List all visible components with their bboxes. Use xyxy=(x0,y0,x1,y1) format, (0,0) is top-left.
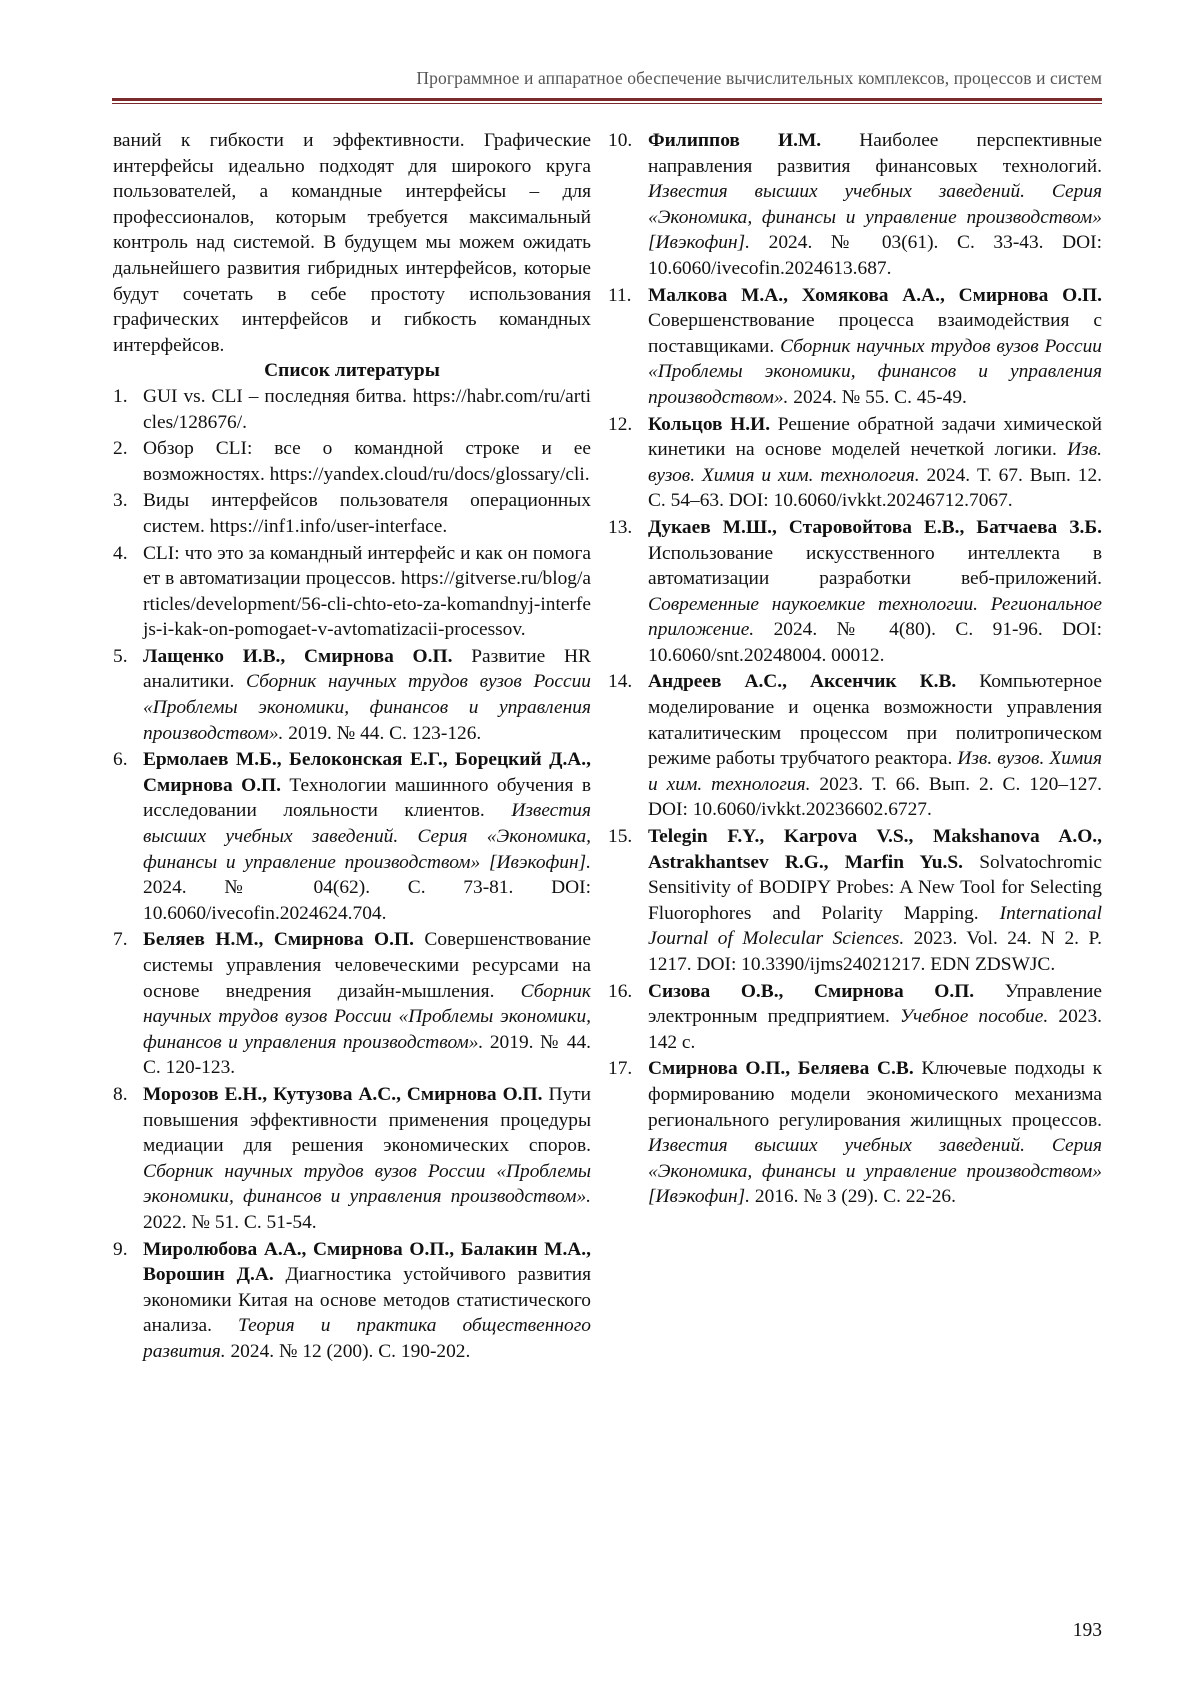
reference-authors: Миролюбова А.А., Смирнова О.П., Балакин М.А., Ворошин Д.А. xyxy=(143,1238,591,1286)
header-rule-thin xyxy=(112,103,1102,104)
reference-authors: Филиппов И.М. xyxy=(648,130,822,151)
reference-source: International Journal of Molecular Sciences. xyxy=(648,902,1102,950)
reference-number: 15. xyxy=(608,826,633,848)
reference-details: 2023. 142 с. xyxy=(648,1006,1102,1053)
reference-source: Изв. вузов. Химия и хим. технология. xyxy=(648,439,1102,486)
reference-text: Пути повышения эффективности применения процедуры медиации для решения экономических споров. xyxy=(143,1083,591,1157)
reference-item xyxy=(113,488,591,539)
reference-authors: Лащенко И.В., Смирнова О.П. xyxy=(143,645,453,667)
reference-text: Компьютерное моделирование и оценка возможности управления каталитическим процессом при политропическом режиме работы трубчатого реактора. xyxy=(648,671,1102,770)
reference-details: 2024. № 03(61). С. 33-43. DOI: 10.6060/ivecofin.2024613.687. xyxy=(648,232,1102,279)
reference-details: 2023. Т. 66. Вып. 2. С. 120–127. DOI: 10.6060/ivkkt.20236602.6727. xyxy=(648,773,1103,821)
reference-text: Использование искусственного интеллекта в автоматизации разработки веб-приложений. xyxy=(648,542,1102,590)
reference-number: 3. xyxy=(113,490,128,512)
reference-text: Управление электронным предприятием. xyxy=(648,980,1102,1028)
reference-number: 12. xyxy=(608,413,633,435)
reference-text: Технологии машинного обучения в исследовании лояльности клиентов. xyxy=(143,774,591,822)
reference-details: 2023. Vol. 24. N 2. P. 1217. DOI: 10.3390/ijms24021217. EDN ZDSWJC. xyxy=(648,928,1102,975)
reference-authors: Кольцов Н.И. xyxy=(648,413,771,435)
page-number: 193 xyxy=(1072,1620,1102,1641)
reference-item xyxy=(113,436,591,487)
intro-paragraph: ваний к гибкости и эффективности. Графические интерфейсы идеально подходят для широкого круга пользователей, а командные интерфейсы – для профессионалов, которым требуется максимальный контроль над системой. В будущем мы можем ожидать дальнейшего развития гибридных интерфейсов, которые будут сочетать в себе простоту использования графических интерфейсов и гибкость командных интерфейсов. xyxy=(113,130,591,356)
reference-number: 16. xyxy=(608,980,633,1002)
reference-number: 2. xyxy=(113,438,128,460)
reference-text: Виды интерфейсов пользователя операционных систем. https://inf1.info/user-interface. xyxy=(143,490,591,537)
reference-authors: Малкова М.А., Хомякова А.А., Смирнова О.П. xyxy=(648,284,1102,306)
reference-item xyxy=(113,1082,591,1236)
reference-number: 14. xyxy=(608,671,633,693)
reference-source: Известия высших учебных заведений. Серия «Экономика, финансы и управление производством» [Ивэкофин]. xyxy=(648,181,1102,254)
reference-text: Решение обратной задачи химической кинетики на основе моделей нечеткой логики. xyxy=(648,413,1102,461)
references-title: Список литературы xyxy=(264,360,440,382)
reference-item xyxy=(608,669,1103,823)
reference-text: Ключевые подходы к формированию модели экономического механизма регионального регулирования жилищных процессов. xyxy=(648,1058,1102,1131)
reference-authors: Дукаев М.Ш., Старовойтова Е.В., Батчаева З.Б. xyxy=(648,516,1102,538)
reference-number: 17. xyxy=(608,1058,633,1080)
reference-list-left xyxy=(113,384,591,1365)
reference-source: Изв. вузов. Химия и хим. технология. xyxy=(648,748,1102,795)
reference-item xyxy=(113,644,591,746)
left-column xyxy=(113,128,591,1366)
reference-authors: Андреев А.С., Аксенчик К.В. xyxy=(648,671,957,693)
reference-text: Диагностика устойчивого развития экономики Китая на основе методов статистического анализа. xyxy=(143,1264,591,1337)
reference-source: Сборник научных трудов вузов России «Проблемы экономики, финансов и управления производством». xyxy=(143,671,591,744)
reference-item xyxy=(608,979,1102,1056)
reference-number: 4. xyxy=(113,542,128,564)
reference-authors: Смирнова О.П., Беляева С.В. xyxy=(648,1058,914,1080)
reference-number: 1. xyxy=(113,385,128,407)
reference-number: 9. xyxy=(113,1238,128,1260)
reference-authors: Морозов Е.Н., Кутузова А.С., Смирнова О.П. xyxy=(143,1083,543,1105)
reference-source: Сборник научных трудов вузов России «Проблемы экономики, финансов и управления производством». xyxy=(143,980,591,1053)
reference-item xyxy=(608,283,1102,411)
header-rule-thick xyxy=(112,98,1102,101)
reference-source: Сборник научных трудов вузов России «Проблемы экономики, финансов и управления производством». xyxy=(143,1160,591,1208)
reference-item xyxy=(608,515,1102,669)
reference-number: 7. xyxy=(113,929,128,951)
reference-source: Теория и практика общественного развития. xyxy=(143,1315,591,1362)
right-column xyxy=(608,128,1103,1211)
reference-authors: Ермолаев М.Б., Белоконская Е.Г., Борецкий Д.А., Смирнова О.П. xyxy=(143,749,591,796)
reference-text: GUI vs. CLI – последняя битва. https://habr.com/ru/articles/128676/. xyxy=(143,385,591,433)
reference-source: Известия высших учебных заведений. Серия «Экономика, финансы и управление производством» [Ивэкофин]. xyxy=(143,800,591,873)
reference-authors: Сизова О.В., Смирнова О.П. xyxy=(648,980,975,1002)
reference-source: Сборник научных трудов вузов России «Проблемы экономики, финансов и управления производством». xyxy=(648,335,1102,408)
reference-details: 2016. № 3 (29). С. 22-26. xyxy=(750,1186,956,1208)
reference-item xyxy=(608,824,1102,978)
reference-item xyxy=(113,747,591,926)
reference-item xyxy=(608,412,1102,514)
reference-number: 8. xyxy=(113,1083,128,1105)
reference-item xyxy=(113,927,591,1081)
reference-item xyxy=(608,128,1102,282)
reference-text: Solvatochromic Sensitivity of BODIPY Probes: A New Tool for Selecting Fluorophores and Polarity Mapping. xyxy=(648,851,1102,924)
reference-text: CLI: что это за командный интерфейс и как он помогает в автоматизации процессов. https://gitverse.ru/blog/articles/development/56-cli-chto-eto-za-komandnyj-interfejs-i-kak-on-pomogaet-v-avtomatizacii-processov. xyxy=(143,542,591,641)
reference-number: 6. xyxy=(113,749,128,771)
reference-authors: Беляев Н.М., Смирнова О.П. xyxy=(143,929,414,951)
reference-details: 2024. № 4(80). С. 91-96. DOI: 10.6060/snt.20248004. 00012. xyxy=(648,619,1102,666)
running-head: Программное и аппаратное обеспечение вычислительных комплексов, процессов и систем xyxy=(416,68,1102,88)
reference-text: Развитие HR аналитики. xyxy=(143,645,591,693)
reference-text: Наиболее перспективные направления развития финансовых технологий. xyxy=(648,130,1102,177)
reference-number: 10. xyxy=(608,130,633,151)
reference-item xyxy=(113,384,591,435)
reference-number: 13. xyxy=(608,516,633,538)
reference-details: 2022. № 51. С. 51-54. xyxy=(143,1211,317,1233)
reference-source: Известия высших учебных заведений. Серия «Экономика, финансы и управление производством» [Ивэкофин]. xyxy=(648,1135,1102,1208)
reference-details: 2019. № 44. С. 123-126. xyxy=(283,722,482,744)
reference-source: Современные наукоемкие технологии. Региональное приложение. xyxy=(648,593,1102,641)
reference-number: 5. xyxy=(113,645,128,667)
reference-details: 2024. Т. 67. Вып. 12. С. 54–63. DOI: 10.6060/ivkkt.20246712.7067. xyxy=(648,464,1102,512)
reference-text: Совершенствование процесса взаимодействия с поставщиками. xyxy=(648,310,1102,357)
reference-details: 2024. № 55. С. 45-49. xyxy=(788,386,967,408)
reference-text: Совершенствование системы управления человеческими ресурсами на основе внедрения дизайн-мышления. xyxy=(143,929,591,1002)
reference-details: 2024. № 04(62). С. 73-81. DOI: 10.6060/ivecofin.2024624.704. xyxy=(143,877,591,924)
reference-authors: Telegin F.Y., Karpova V.S., Makshanova A.O., Astrakhantsev R.G., Marfin Yu.S. xyxy=(648,826,1102,873)
reference-item xyxy=(608,1056,1102,1210)
reference-text: Обзор CLI: все о командной строке и ее возможностях. https://yandex.cloud/ru/docs/glossary/cli. xyxy=(143,438,591,485)
reference-list-right xyxy=(608,128,1103,1210)
reference-details: 2019. № 44. С. 120-123. xyxy=(143,1031,591,1079)
reference-details: 2024. № 12 (200). С. 190-202. xyxy=(225,1340,471,1362)
reference-source: Учебное пособие. xyxy=(900,1006,1049,1028)
reference-item xyxy=(113,541,591,643)
reference-item xyxy=(113,1237,591,1365)
reference-number: 11. xyxy=(608,284,632,306)
